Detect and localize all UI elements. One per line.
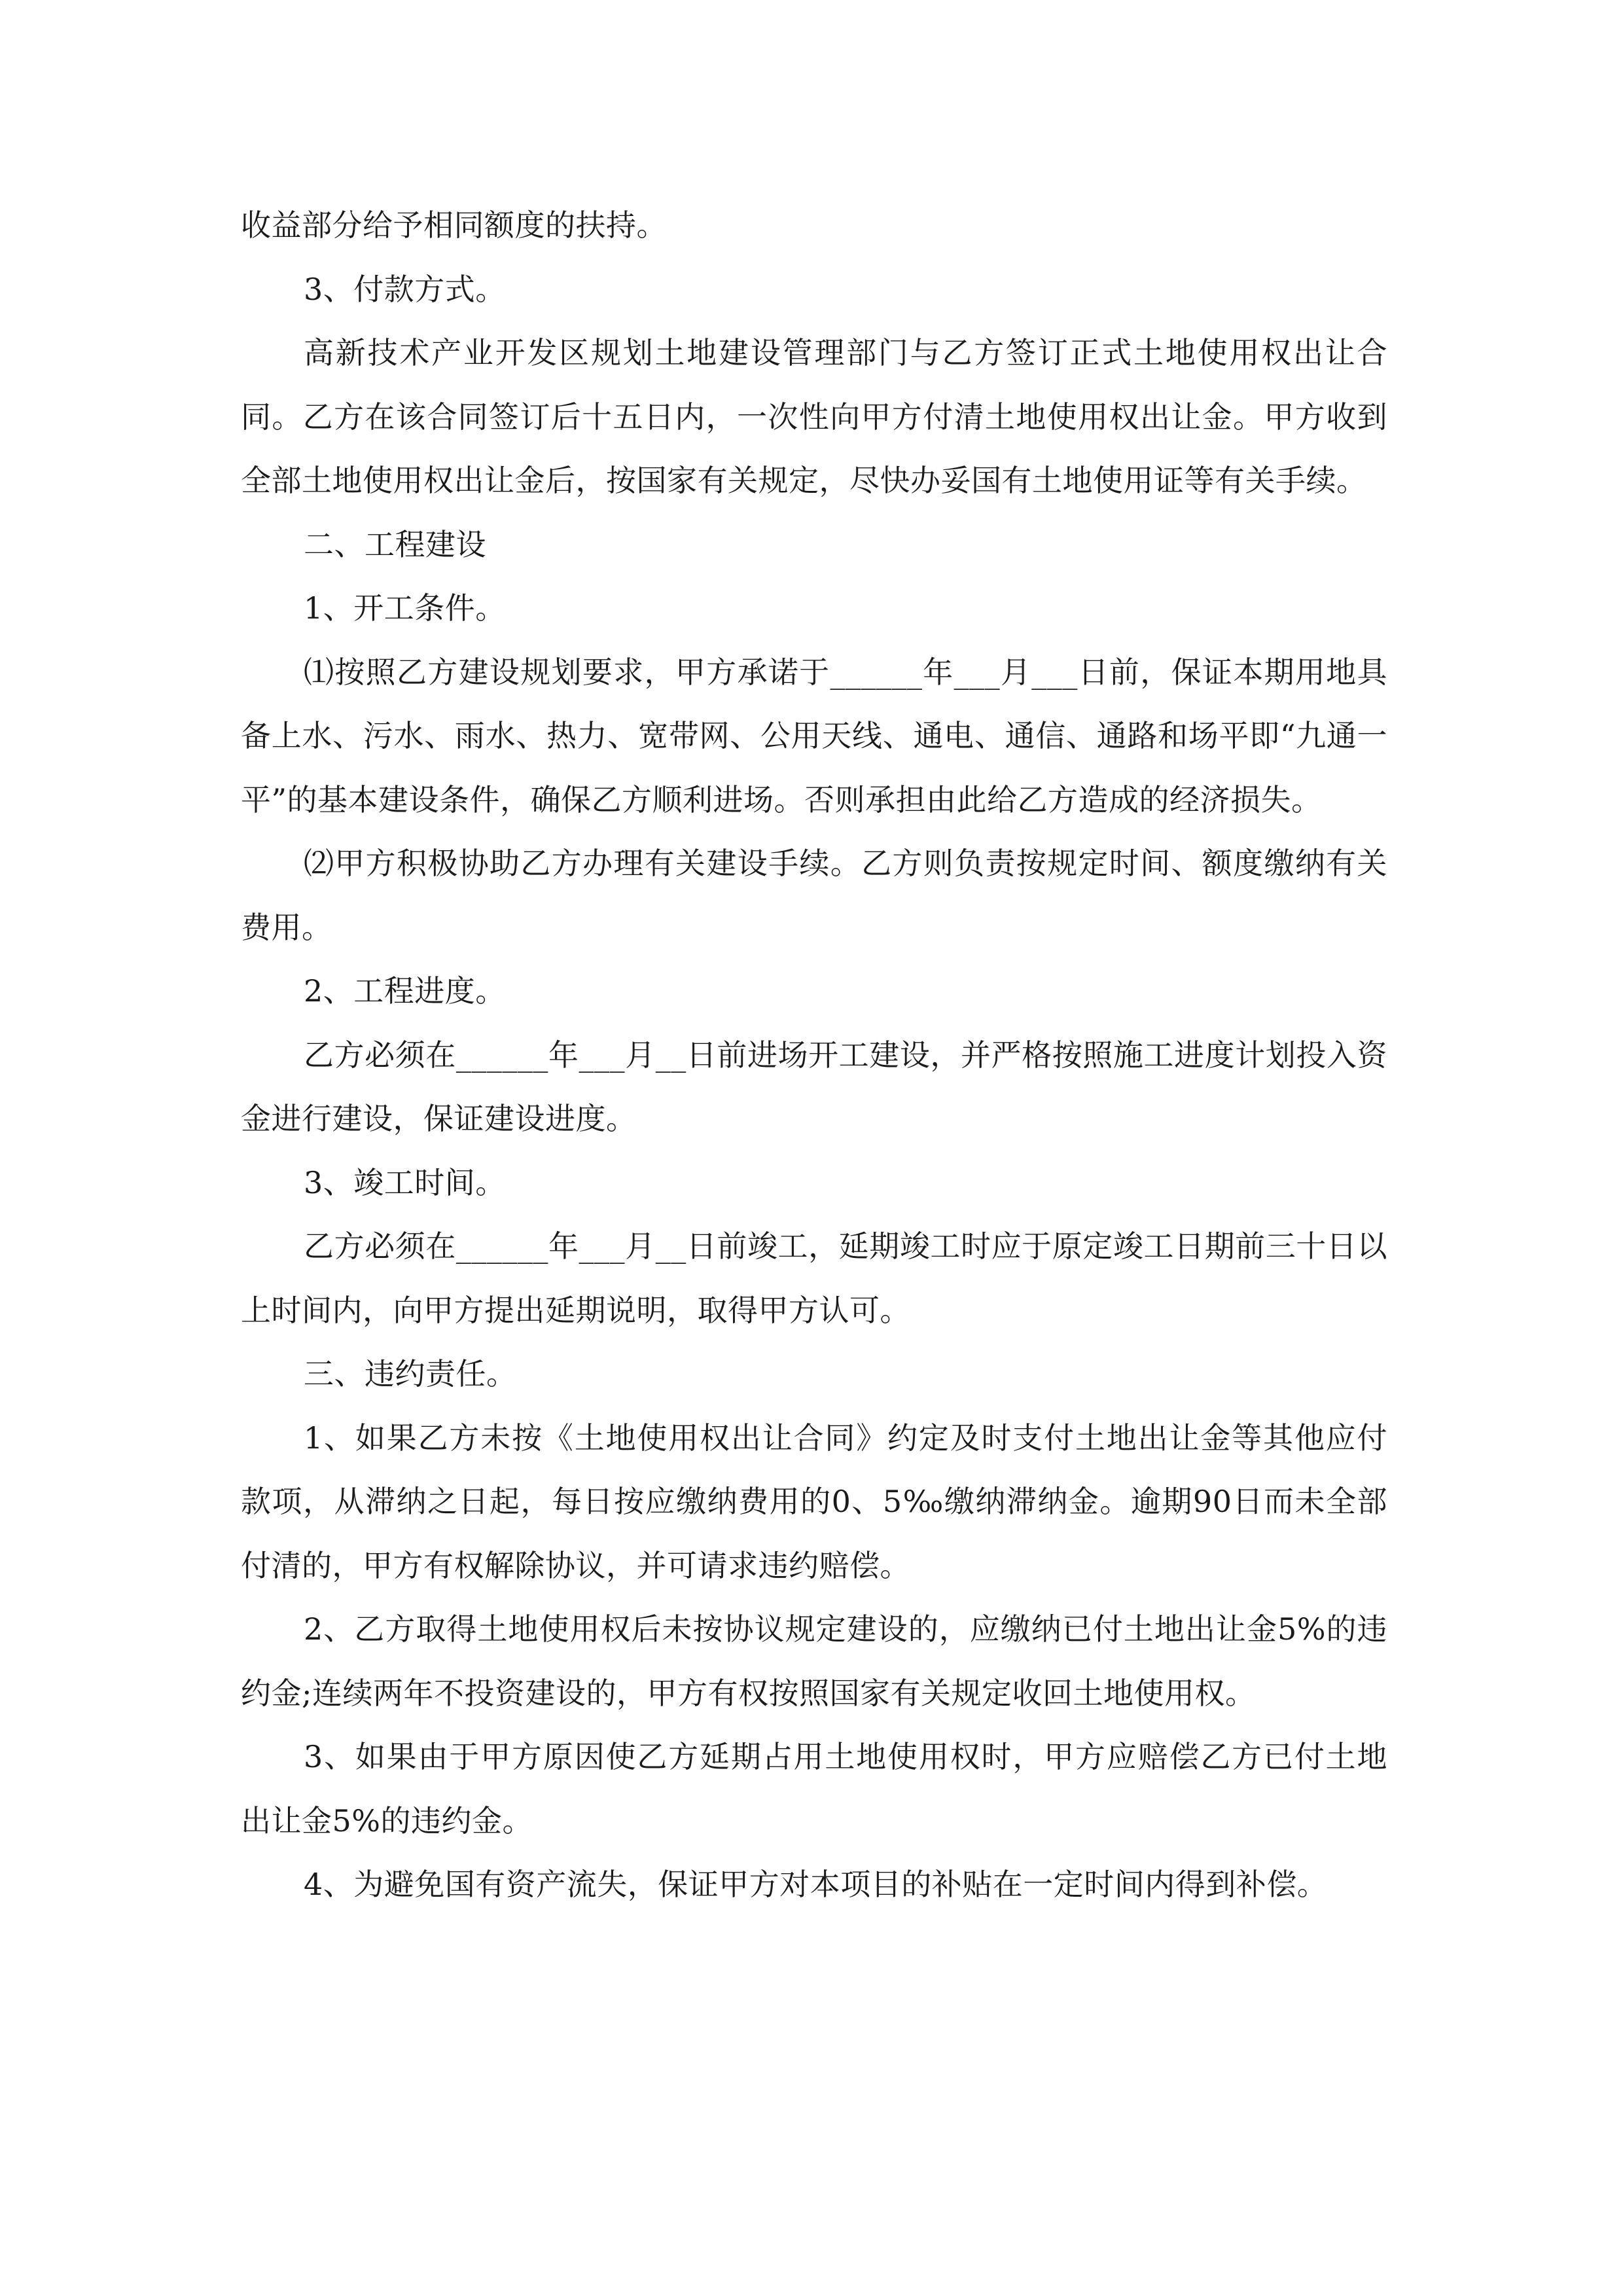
paragraph-continuation: 收益部分给予相同额度的扶持。: [241, 207, 667, 243]
clause-heading-completion: 3、竣工时间。: [304, 1164, 506, 1200]
paragraph-liability-3: 3、如果由于甲方原因使乙方延期占用土地使用权时，甲方应赔偿乙方已付土地出让金5%的违约金。: [241, 1739, 1387, 1839]
paragraph-liability-2: 2、乙方取得土地使用权后未按协议规定建设的，应缴纳已付土地出让金5%的违约金;连续两年不投资建设的，甲方有权按照国家有关规定收回土地使用权。: [241, 1611, 1387, 1711]
paragraph-completion: 乙方必须在______年___月__日前竣工，延期竣工时应于原定竣工日期前三十日以上时间内，向甲方提出延期说明，取得甲方认可。: [241, 1229, 1387, 1328]
paragraph-start-conditions-1: ⑴按照乙方建设规划要求，甲方承诺于______年___月___日前，保证本期用地具备上水、污水、雨水、热力、宽带网、公用天线、通电、通信、通路和场平即“九通一平”的基本建设条件，确保乙方顺利进场。否则承担由此给乙方造成的经济损失。: [241, 654, 1387, 817]
section-heading-construction: 二、工程建设: [304, 526, 486, 562]
document-body: [241, 194, 1387, 1917]
section-heading-liability: 三、违约责任。: [304, 1356, 517, 1391]
clause-heading-progress: 2、工程进度。: [304, 973, 506, 1009]
paragraph-liability-1: 1、如果乙方未按《土地使用权出让合同》约定及时支付土地出让金等其他应付款项，从滞纳之日起，每日按应缴纳费用的0、5‰缴纳滞纳金。逾期90日而未全部付清的，甲方有权解除协议，并可请求违约赔偿。: [241, 1420, 1387, 1583]
clause-heading-payment-method: 3、付款方式。: [304, 271, 506, 307]
paragraph-progress: 乙方必须在______年___月__日前进场开工建设，并严格按照施工进度计划投入资金进行建设，保证建设进度。: [241, 1037, 1387, 1136]
paragraph-liability-4: 4、为避免国有资产流失，保证甲方对本项目的补贴在一定时间内得到补偿。: [304, 1867, 1328, 1902]
paragraph-payment-terms: 高新技术产业开发区规划土地建设管理部门与乙方签订正式土地使用权出让合同。乙方在该合同签订后十五日内，一次性向甲方付清土地使用权出让金。甲方收到全部土地使用权出让金后，按国家有关规定，尽快办妥国有土地使用证等有关手续。: [241, 335, 1387, 498]
clause-heading-start-conditions: 1、开工条件。: [304, 590, 506, 626]
paragraph-start-conditions-2: ⑵甲方积极协助乙方办理有关建设手续。乙方则负责按规定时间、额度缴纳有关费用。: [241, 846, 1387, 945]
